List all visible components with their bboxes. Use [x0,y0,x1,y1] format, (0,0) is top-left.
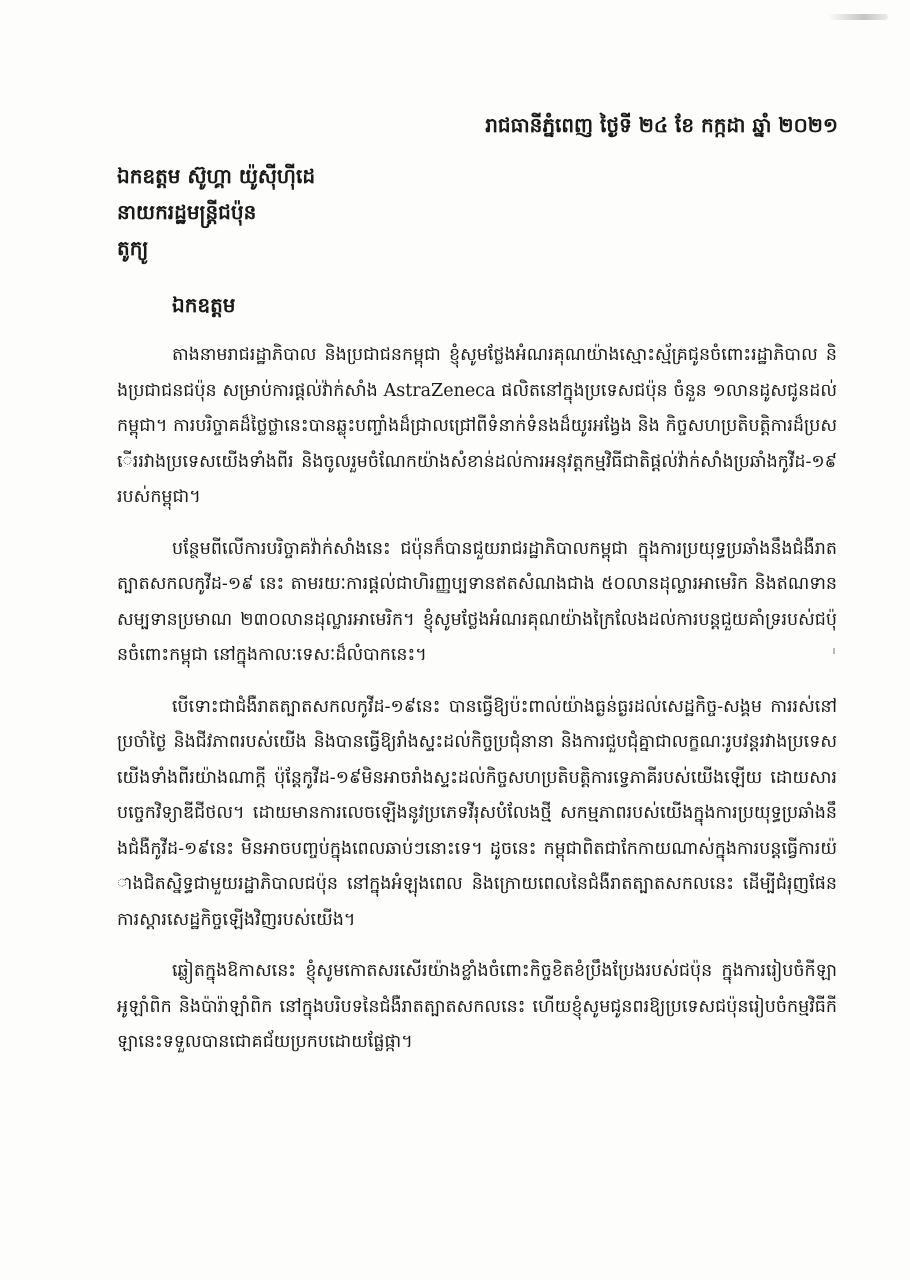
addressee-title: នាយករដ្ឋមន្ត្រីជប៉ុន [117,200,257,224]
letter-body [117,338,837,1077]
addressee-name: ឯកឧត្តម ស៊ូហ្គា យ៉ូស៊ីហ៊ីដេ [117,164,316,188]
date-line: រាជធានីភ្នំពេញ ថ្ងៃទី ២៤ ខែ កក្កដា ឆ្នាំ ២០២១ [485,113,838,137]
paragraph-4: ឆ្លៀតក្នុងឱកាសនេះ ខ្ញុំសូមកោតសរសើរយ៉ាងខ្លាំងចំពោះកិច្ចខិតខំប្រឹងប្រែងរបស់ជប៉ុន ក្នុងការរៀបចំកីឡាអូឡាំពិក និងប៉ារ៉ាឡាំពិក នៅក្នុងបរិបទនៃជំងឺរាតត្បាតសកលនេះ ហើយខ្ញុំសូមជូនពរឱ្យប្រទេសជប៉ុនរៀបចំកម្មវិធីកីឡានេះទទួលបានជោគជ័យប្រកបដោយផ្លែផ្កា។ [117,961,837,1052]
paragraph-1: តាងនាមរាជរដ្ឋាភិបាល និងប្រជាជនកម្ពុជា ខ្ញុំសូមថ្លែងអំណរគុណយ៉ាងស្មោះស្ម័គ្រជូនចំពោះរដ្ឋាភិបាល និងប្រជាជនជប៉ុន សម្រាប់ការផ្ដល់វ៉ាក់សាំង AstraZeneca ផលិតនៅក្នុងប្រទេសជប៉ុន ចំនួន ១លានដូសជូនដល់កម្ពុជា។ ការបរិច្ចាគដ៏ថ្លៃថ្លានេះបានឆ្លុះបញ្ចាំងដ៏ជ្រាលជ្រៅពីទំនាក់ទំនងដ៏យូរអង្វែង និង កិច្ចសហប្រតិបត្តិការដ៏ប្រសើររវាងប្រទេសយើងទាំងពីរ និងចូលរួមចំណែកយ៉ាងសំខាន់ដល់ការអនុវត្តកម្មវិធីជាតិផ្ដល់វ៉ាក់សាំងប្រឆាំងកូវីដ-១៩ របស់កម្ពុជា។ [117,345,837,507]
salutation: ឯកឧត្តម [172,293,236,317]
addressee-block [117,158,797,266]
paragraph-2: បន្ថែមពីលើការបរិច្ចាគវ៉ាក់សាំងនេះ ជប៉ុនក៏បានជួយរាជរដ្ឋាភិបាលកម្ពុជា ក្នុងការប្រយុទ្ធប្រឆាំងនឹងជំងឺរាតត្បាតសកលកូវីដ-១៩ នេះ តាមរយៈការផ្ដល់ជាហិរញ្ញប្បទានឥតសំណងជាង ៥០លានដុល្លារអាមេរិក និងឥណទានសម្បទានប្រមាណ ២៣០លានដុល្លារអាមេរិក។ ខ្ញុំសូមថ្លែងអំណរគុណយ៉ាងក្រៃលែងដល់ការបន្តជួយគាំទ្ររបស់ជប៉ុនចំពោះកម្ពុជា នៅក្នុងកាលៈទេសៈដ៏លំបាកនេះ។ [117,538,837,665]
paragraph-3: បើទោះជាជំងឺរាតត្បាតសកលកូវីដ-១៩នេះ បានធ្វើឱ្យប៉ះពាល់យ៉ាងធ្ងន់ធ្ងរដល់សេដ្ឋកិច្ច-សង្គម ការរស់នៅប្រចាំថ្ងៃ និងជីវភាពរបស់យើង និងបានធ្វើឱ្យរាំងស្ទះដល់កិច្ចប្រជុំនានា និងការជួបជុំគ្នាជាលក្ខណៈរូបវន្តរវាងប្រទេសយើងទាំងពីរយ៉ាងណាក្ដី ប៉ុន្តែកូវីដ-១៩មិនអាចរាំងស្ទះដល់កិច្ចសហប្រតិបត្តិការទ្វេភាគីរបស់យើងឡើយ ដោយសារបច្ចេកវិទ្យាឌីជីថល។ ដោយមានការលេចឡើងនូវប្រភេទវីរុសបំលែងថ្មី សកម្មភាពរបស់យើងក្នុងការប្រយុទ្ធប្រឆាំងនឹងជំងឺកូវីដ-១៩នេះ មិនអាចបញ្ចប់ក្នុងពេលឆាប់ៗនោះទេ។ ដូចនេះ កម្ពុជាពិតជាកែកាយណាស់ក្នុងការបន្តធ្វើការយ៉ាងជិតស្និទ្ធជាមួយរដ្ឋាភិបាលជប៉ុន នៅក្នុងអំឡុងពេល និងក្រោយពេលនៃជំងឺរាតត្បាតសកលនេះ ដើម្បីជំរុញផែនការស្តារសេដ្ឋកិច្ចឡើងវិញរបស់យើង។ [117,696,837,930]
scan-mark [828,14,888,20]
addressee-location: តូក្យូ [117,236,149,260]
scan-speck [833,648,835,654]
